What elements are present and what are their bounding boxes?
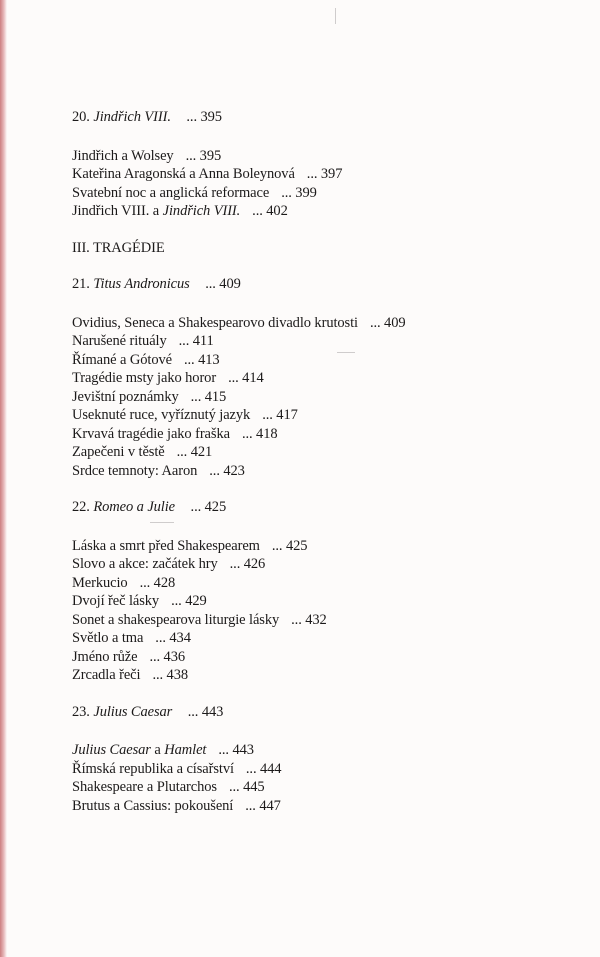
toc-entry[interactable]	[72, 147, 572, 166]
chapter-number: 20.	[72, 109, 90, 125]
toc-entry[interactable]	[72, 537, 572, 556]
chapter-heading[interactable]	[72, 703, 572, 722]
toc-entry[interactable]	[72, 184, 572, 203]
entry-title: Brutus a Cassius: pokoušení	[72, 797, 234, 814]
entry-title: Srdce temnoty: Aaron	[72, 462, 198, 479]
toc-entry[interactable]	[72, 797, 572, 816]
toc-entry[interactable]	[72, 574, 572, 593]
entry-title: Dvojí řeč lásky	[72, 593, 160, 609]
table-of-contents	[72, 108, 572, 815]
page-number: ... 402	[252, 203, 288, 219]
entry-title: Slovo a akce: začátek hry	[72, 556, 218, 572]
toc-entry[interactable]	[72, 760, 572, 779]
toc-entry[interactable]	[72, 778, 572, 797]
chapter-title: Jindřich VIII.	[93, 109, 171, 125]
page-number: ... 425	[190, 499, 227, 515]
page-number: ... 395	[185, 147, 222, 164]
chapter-heading[interactable]	[72, 108, 572, 127]
entry-title: Jindřich VIII. a	[72, 203, 160, 219]
page-number: ... 395	[186, 109, 222, 125]
page-number: ... 443	[218, 742, 254, 758]
page-number: ... 445	[228, 779, 265, 795]
page-number: ... 418	[241, 425, 278, 442]
page-number: ... 438	[152, 667, 188, 683]
toc-entry[interactable]	[72, 741, 572, 760]
page-number: ... 423	[209, 462, 245, 479]
page-number: ... 399	[281, 184, 317, 201]
toc-entry[interactable]	[72, 165, 572, 184]
scan-mark	[335, 8, 336, 24]
chapter-title: Julius Caesar	[93, 703, 173, 720]
chapter-heading[interactable]	[72, 275, 572, 294]
page-number: ... 409	[205, 276, 241, 292]
toc-entry[interactable]	[72, 202, 572, 221]
page-number: ... 409	[369, 314, 406, 331]
toc-entry[interactable]	[72, 425, 572, 444]
entry-title: Tragédie msty jako horor	[72, 370, 217, 386]
page-number: ... 432	[291, 611, 327, 628]
toc-entry[interactable]	[72, 406, 572, 425]
entry-title: Jindřich a Wolsey	[72, 147, 174, 164]
page-number: ... 417	[262, 407, 298, 423]
page-number: ... 413	[183, 351, 220, 368]
entry-title: Římané a Gótové	[72, 351, 172, 368]
entry-title: Sonet a shakespearova liturgie lásky	[72, 611, 280, 628]
entry-title: Narušené rituály	[72, 333, 167, 349]
chapter-heading[interactable]	[72, 498, 572, 517]
chapter-number: 22.	[72, 499, 90, 515]
entry-title: Jméno růže	[72, 648, 138, 665]
entry-title: Shakespeare a Plutarchos	[72, 779, 217, 795]
entry-title-italic: Julius Caesar	[72, 742, 151, 758]
page-number: ... 434	[155, 630, 191, 646]
page-number: ... 425	[271, 537, 308, 554]
page-edge	[0, 0, 7, 957]
entry-title: Krvavá tragédie jako fraška	[72, 425, 230, 442]
toc-entry[interactable]	[72, 629, 572, 648]
toc-entry[interactable]	[72, 388, 572, 407]
entry-title-italic: Hamlet	[164, 742, 207, 758]
toc-entry[interactable]	[72, 611, 572, 630]
entry-title: a	[154, 742, 161, 758]
page-number: ... 436	[149, 648, 185, 665]
entry-title: Svatební noc a anglická reformace	[72, 184, 270, 201]
entry-title: Useknuté ruce, vyříznutý jazyk	[72, 407, 251, 423]
toc-entry[interactable]	[72, 666, 572, 685]
chapter-title: Titus Andronicus	[93, 276, 190, 292]
entry-title: Jevištní poznámky	[72, 388, 179, 405]
toc-entry[interactable]	[72, 369, 572, 388]
chapter-number: 21.	[72, 276, 90, 292]
toc-entry[interactable]	[72, 443, 572, 462]
entry-title: Zapečeni v těstě	[72, 444, 165, 460]
part-heading[interactable]: III. TRAGÉDIE	[72, 239, 165, 256]
entry-title: Kateřina Aragonská a Anna Boleynová	[72, 166, 295, 182]
toc-entry[interactable]	[72, 462, 572, 481]
page-number: ... 429	[171, 593, 207, 609]
page-number: ... 411	[178, 333, 214, 349]
chapter-title: Romeo a Julie	[93, 499, 176, 515]
entry-title: Světlo a tma	[72, 630, 144, 646]
entry-title: Merkucio	[72, 574, 128, 591]
toc-entry[interactable]	[72, 332, 572, 351]
toc-entry[interactable]	[72, 592, 572, 611]
page-number: ... 421	[176, 444, 213, 460]
toc-entry[interactable]	[72, 648, 572, 667]
page-number: ... 415	[190, 388, 227, 405]
entry-title: Římská republika a císařství	[72, 760, 234, 777]
toc-entry[interactable]	[72, 555, 572, 574]
entry-title: Láska a smrt před Shakespearem	[72, 537, 260, 554]
page-number: ... 444	[245, 760, 282, 777]
chapter-number: 23.	[72, 703, 90, 720]
page-number: ... 414	[228, 370, 264, 386]
entry-title-italic: Jindřich VIII.	[162, 203, 241, 219]
entry-title: Ovidius, Seneca a Shakespearovo divadlo krutosti	[72, 314, 358, 331]
page-number: ... 426	[229, 556, 266, 572]
page-number: ... 447	[245, 797, 281, 814]
toc-entry[interactable]	[72, 351, 572, 370]
toc-entry[interactable]	[72, 314, 572, 333]
page-number: ... 443	[187, 703, 224, 720]
page-number: ... 397	[306, 166, 343, 182]
entry-title: Zrcadla řeči	[72, 667, 141, 683]
page-number: ... 428	[139, 574, 176, 591]
